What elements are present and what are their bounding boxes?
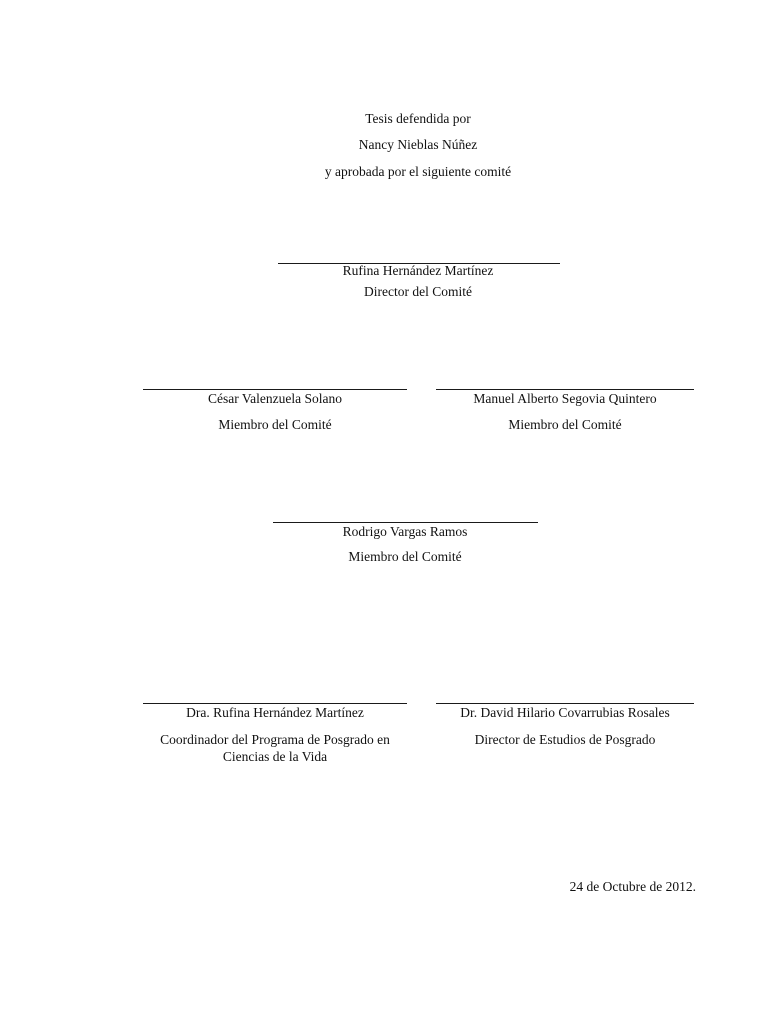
signature-line-member-center (273, 522, 538, 523)
header-line-1: Tesis defendida por (365, 111, 471, 126)
member-center-role: Miembro del Comité (348, 549, 462, 564)
member-right-name: Manuel Alberto Segovia Quintero (473, 391, 657, 406)
author-name: Nancy Nieblas Núñez (358, 137, 478, 152)
director-name: Rufina Hernández Martínez (342, 263, 494, 278)
coordinator-name: Dra. Rufina Hernández Martínez (186, 705, 364, 720)
signature-line-coordinator (143, 703, 407, 704)
header-line-3: y aprobada por el siguiente comité (324, 164, 512, 179)
director-role: Director del Comité (364, 284, 472, 299)
coordinator-role-line-2: Ciencias de la Vida (222, 749, 328, 764)
graduate-director-role: Director de Estudios de Posgrado (474, 732, 656, 747)
member-right-role: Miembro del Comité (508, 417, 622, 432)
document-date: 24 de Octubre de 2012. (569, 879, 696, 894)
signature-line-graduate-director (436, 703, 694, 704)
signature-line-member-right (436, 389, 694, 390)
signature-line-member-left (143, 389, 407, 390)
coordinator-role-line-1: Coordinador del Programa de Posgrado en (160, 732, 390, 747)
member-left-name: César Valenzuela Solano (208, 391, 342, 406)
graduate-director-name: Dr. David Hilario Covarrubias Rosales (460, 705, 670, 720)
member-left-role: Miembro del Comité (218, 417, 332, 432)
member-center-name: Rodrigo Vargas Ramos (342, 524, 468, 539)
